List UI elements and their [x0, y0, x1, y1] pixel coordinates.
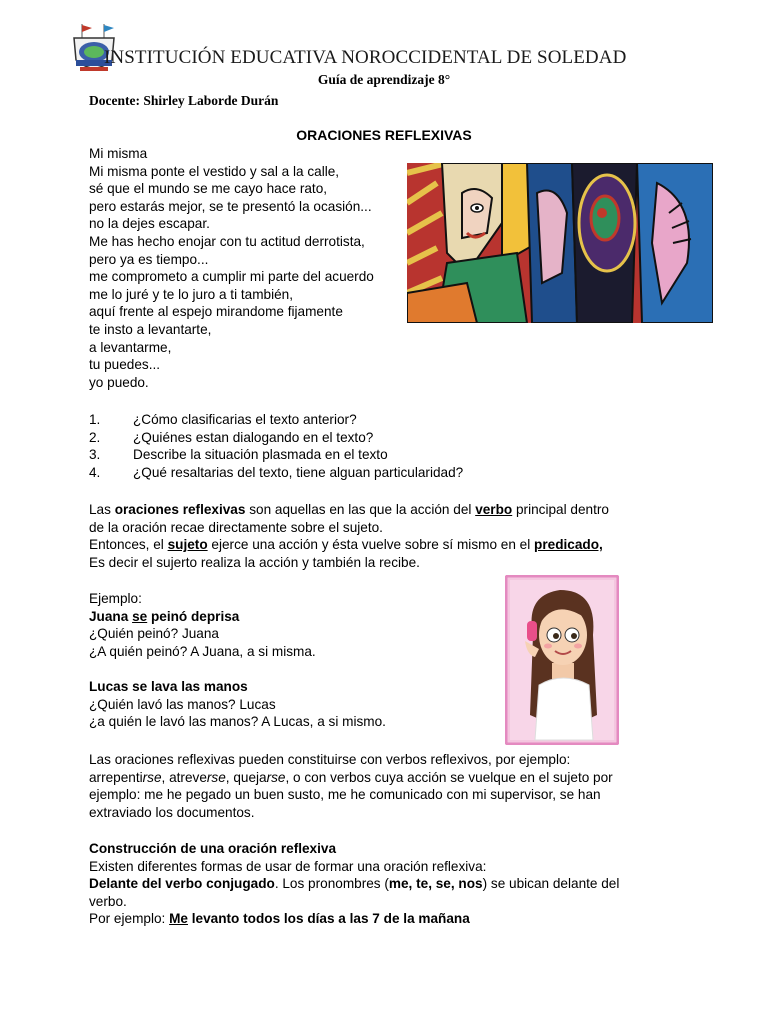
poem-line: me comprometo a cumplir mi parte del acuerdo [89, 269, 374, 285]
question-text: ¿Quiénes estan dialogando en el texto? [133, 429, 374, 445]
construction-line: Delante del verbo conjugado. Los pronombres (me, te, se, nos) se ubican delante del [89, 876, 620, 892]
example-question: ¿Quién lavó las manos? Lucas [89, 696, 276, 712]
definition-paragraph [89, 501, 709, 571]
poem-line: aquí frente al espejo mirandome fijamente [89, 304, 343, 320]
section-heading: Construcción de una oración reflexiva [89, 841, 337, 856]
construction-line: Existen diferentes formas de usar de formar una oración reflexiva: [89, 858, 487, 874]
girl-mirror-illustration [505, 575, 619, 745]
poem-line: Mi misma [89, 146, 148, 161]
example-sentence: Juana se peinó deprisa [89, 608, 240, 624]
question-number: 1. [89, 412, 101, 427]
poem-line: Mi misma ponte el vestido y sal a la calle, [89, 163, 340, 179]
guide-subtitle: Guía de aprendizaje 8° [317, 72, 451, 87]
question-item [89, 446, 463, 464]
construction-line: verbo. [89, 893, 127, 909]
construction-section [89, 840, 709, 928]
poem-line: pero ya es tiempo... [89, 251, 209, 267]
definition-line: Es decir el sujerto realiza la acción y también la recibe. [89, 554, 420, 570]
definition-line: de la oración recae directamente sobre el sujeto. [89, 519, 383, 535]
question-number: 2. [89, 429, 101, 445]
question-text: ¿Qué resaltarias del texto, tiene alguan particularidad? [133, 464, 464, 480]
construction-line: Por ejemplo: Me levanto todos los días a las 7 de la mañana [89, 911, 470, 927]
verbs-line: Las oraciones reflexivas pueden constituirse con verbos reflexivos, por ejemplo: [89, 752, 571, 767]
example-question: ¿A quién peinó? A Juana, a si misma. [89, 643, 316, 659]
example-question: ¿Quién peinó? Juana [89, 626, 219, 642]
example-sentence: Lucas se lava las manos [89, 678, 248, 694]
page-title: ORACIONES REFLEXIVAS [296, 127, 472, 143]
poem-line: te insto a levantarte, [89, 321, 212, 337]
question-text: ¿Cómo clasificarias el texto anterior? [133, 412, 357, 427]
institution-name: INSTITUCIÓN EDUCATIVA NOROCCIDENTAL DE SOLEDAD [104, 47, 627, 68]
example-question: ¿a quién le lavó las manos? A Lucas, a si mismo. [89, 714, 386, 730]
verbs-paragraph [89, 751, 709, 821]
example-label: Ejemplo: [89, 591, 142, 606]
verbs-line: arrepentirse, atreverse, quejarse, o con verbos cuya acción se vuelque en el sujeto por [89, 769, 613, 785]
poem-line: yo puedo. [89, 374, 149, 390]
question-number: 3. [89, 447, 101, 463]
cubist-painting-image [407, 163, 713, 323]
question-number: 4. [89, 464, 101, 480]
poem-line: sé que el mundo se me cayo hace rato, [89, 181, 328, 197]
teacher-name: Docente: Shirley Laborde Durán [89, 93, 279, 108]
question-item [89, 429, 463, 447]
poem-line: Me has hecho enojar con tu actitud derrotista, [89, 233, 365, 249]
definition-line: Las oraciones reflexivas son aquellas en las que la acción del verbo principal dentro [89, 502, 609, 517]
poem-line: tu puedes... [89, 357, 161, 373]
poem-line: me lo juré y te lo juro a ti también, [89, 286, 293, 302]
question-item [89, 464, 463, 482]
question-text: Describe la situación plasmada en el texto [133, 447, 388, 463]
questions-list [89, 411, 463, 481]
question-item [89, 411, 463, 429]
verbs-line: extraviado los documentos. [89, 804, 255, 820]
poem-line: a levantarme, [89, 339, 172, 355]
poem-line: pero estarás mejor, se te presentó la ocasión... [89, 198, 372, 214]
example-section [89, 590, 489, 731]
poem [89, 145, 374, 391]
definition-line: Entonces, el sujeto ejerce una acción y ésta vuelve sobre sí mismo en el predicado, [89, 537, 603, 553]
poem-line: no la dejes escapar. [89, 216, 210, 232]
verbs-line: ejemplo: me he pegado un buen susto, me he comunicado con mi supervisor, se han [89, 787, 601, 803]
